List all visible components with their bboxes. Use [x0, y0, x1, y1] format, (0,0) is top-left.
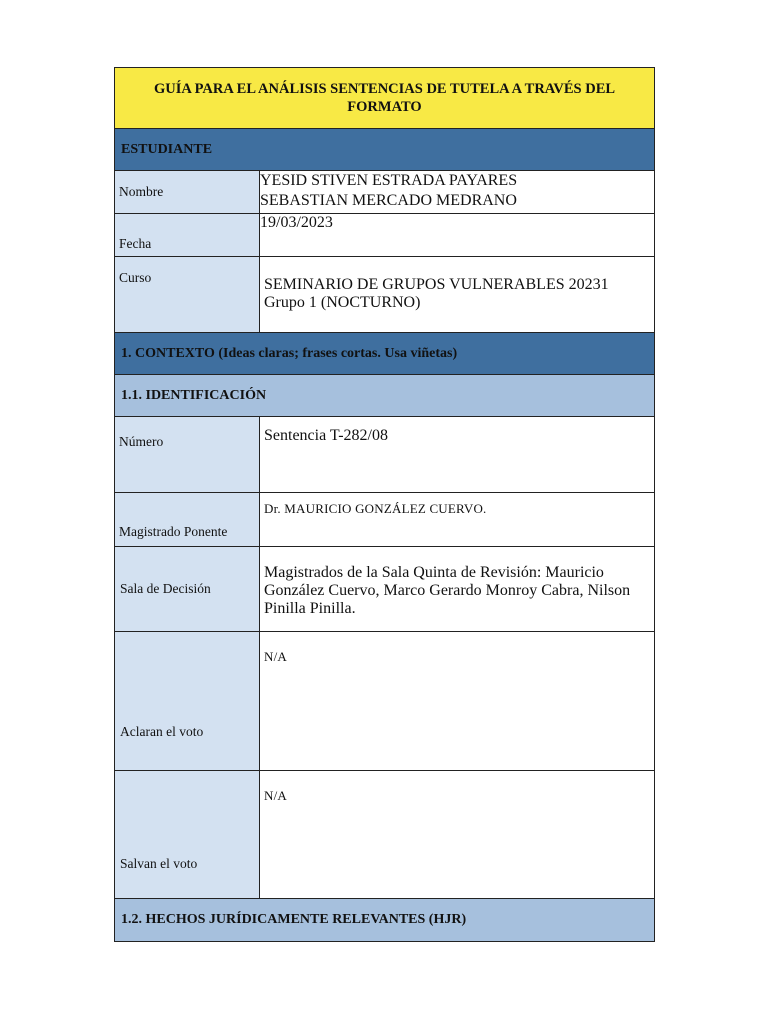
- fecha-value-text: 19/03/2023: [260, 214, 333, 231]
- salvan-value-text: N/A: [264, 788, 287, 803]
- row-nombre: [114, 171, 655, 214]
- nombre-value: [260, 171, 654, 213]
- curso-label-text: Curso: [119, 270, 152, 285]
- nombre-line-1: YESID STIVEN ESTRADA PAYARES: [260, 172, 518, 189]
- curso-line-1: SEMINARIO DE GRUPOS VULNERABLES 20231: [264, 276, 609, 293]
- salvan-value: [260, 771, 654, 898]
- row-numero: [114, 417, 655, 493]
- subsection-identificacion: [114, 375, 655, 417]
- aclaran-label: [115, 632, 260, 770]
- form-title-text: GUÍA PARA EL ANÁLISIS SENTENCIAS DE TUTELA A TRAVÉS DEL FORMATO: [153, 81, 616, 115]
- fecha-label: [115, 214, 260, 256]
- numero-label-text: Número: [119, 433, 164, 449]
- aclaran-value-text: N/A: [264, 649, 287, 664]
- numero-value-text: Sentencia T-282/08: [264, 427, 388, 444]
- fecha-value: [260, 214, 654, 256]
- subsection-hechos-header: 1.2. HECHOS JURÍDICAMENTE RELEVANTES (HJR): [121, 912, 467, 927]
- curso-line-2: Grupo 1 (NOCTURNO): [264, 294, 421, 311]
- row-sala: [114, 547, 655, 632]
- subsection-hechos: [114, 899, 655, 942]
- magistrado-value-text: Dr. MAURICIO GONZÁLEZ CUERVO.: [264, 501, 487, 516]
- section-contexto-header: 1. CONTEXTO (Ideas claras; frases cortas. Usa viñetas): [121, 345, 458, 361]
- sala-value: [260, 547, 654, 631]
- sala-label-text: Sala de Decisión: [120, 581, 211, 596]
- subsection-identificacion-header: 1.1. IDENTIFICACIÓN: [121, 387, 267, 403]
- salvan-label-text: Salvan el voto: [120, 856, 198, 871]
- section-estudiante-header: ESTUDIANTE: [121, 141, 213, 157]
- row-magistrado: [114, 493, 655, 547]
- aclaran-value: [260, 632, 654, 770]
- fecha-label-text: Fecha: [119, 236, 152, 251]
- magistrado-label: [115, 493, 260, 546]
- curso-label: [115, 257, 260, 332]
- form-title: [114, 67, 655, 129]
- magistrado-value: [260, 493, 654, 546]
- aclaran-label-text: Aclaran el voto: [120, 724, 204, 739]
- curso-value: [260, 257, 654, 332]
- nombre-label: [115, 171, 260, 213]
- analysis-form-table: [114, 67, 655, 942]
- sala-value-text: Magistrados de la Sala Quinta de Revisión: Mauricio González Cuervo, Marco Gerardo Monroy Cabra, Nilson Pinilla Pinilla.: [264, 564, 631, 617]
- row-aclaran: [114, 632, 655, 771]
- nombre-line-2: SEBASTIAN MERCADO MEDRANO: [260, 192, 517, 209]
- row-curso: [114, 257, 655, 333]
- salvan-label: [115, 771, 260, 898]
- numero-label: [115, 417, 260, 492]
- magistrado-label-text: Magistrado Ponente: [119, 524, 228, 539]
- nombre-label-text: Nombre: [119, 184, 164, 199]
- sala-label: [115, 547, 260, 631]
- section-estudiante: [114, 129, 655, 171]
- section-contexto: [114, 333, 655, 375]
- row-fecha: [114, 214, 655, 257]
- numero-value: [260, 417, 654, 492]
- row-salvan: [114, 771, 655, 899]
